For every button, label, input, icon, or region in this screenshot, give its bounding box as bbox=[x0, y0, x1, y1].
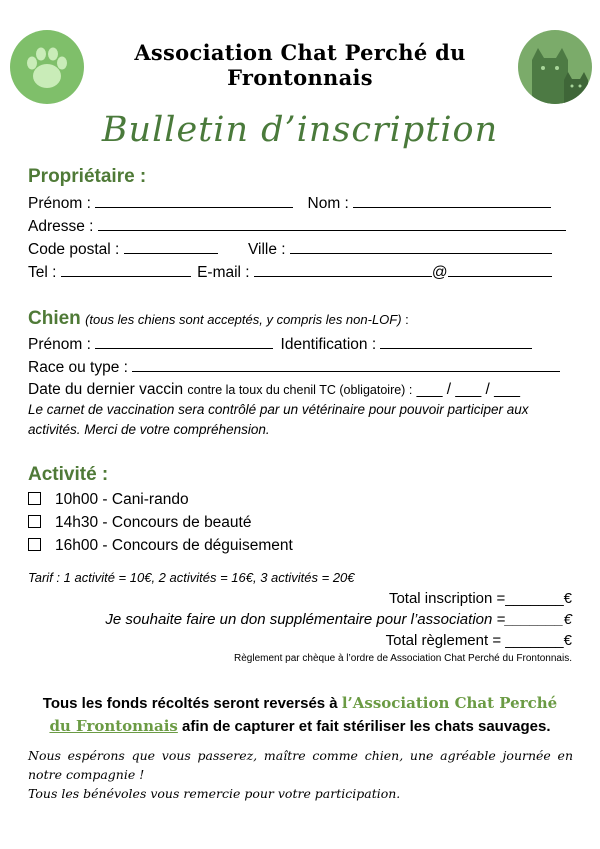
activity-item[interactable] bbox=[28, 490, 189, 510]
dog-id-label: Identification : bbox=[280, 336, 377, 353]
total-payment[interactable]: Total règlement = _______€ bbox=[385, 632, 572, 649]
owner-address-label: Adresse : bbox=[28, 218, 94, 235]
tarif-text: Tarif : 1 activité = 10€, 2 activités = 16€, 3 activités = 20€ bbox=[28, 570, 355, 585]
activity-label: 16h00 - Concours de déguisement bbox=[55, 537, 293, 554]
owner-email-domain-field[interactable] bbox=[448, 262, 552, 277]
dog-name-label: Prénom : bbox=[28, 336, 91, 353]
owner-postcode-field[interactable] bbox=[124, 239, 218, 254]
activity-label: 10h00 - Cani-rando bbox=[55, 491, 189, 508]
dog-vaccine-label: Date du dernier vaccin bbox=[28, 381, 184, 398]
donation-line[interactable]: Je souhaite faire un don supplémentaire pour l’association =_______€ bbox=[105, 611, 572, 628]
dog-breed-row bbox=[28, 357, 560, 378]
closing-message bbox=[28, 746, 573, 803]
owner-email-user-field[interactable] bbox=[254, 262, 432, 277]
assoc-name-2: du Frontonnais bbox=[49, 717, 178, 735]
activity-heading: Activité : bbox=[28, 464, 109, 485]
dog-heading-row bbox=[28, 309, 409, 330]
owner-email-label: E-mail : bbox=[197, 264, 250, 281]
owner-heading: Propriétaire : bbox=[28, 166, 147, 187]
owner-firstname-label: Prénom : bbox=[28, 195, 91, 212]
owner-phone-field[interactable] bbox=[61, 262, 191, 277]
owner-phone-label: Tel : bbox=[28, 264, 57, 281]
owner-address-field[interactable] bbox=[98, 216, 566, 231]
title-line-2: Frontonnais bbox=[227, 65, 373, 90]
dog-vaccine-row bbox=[28, 380, 520, 400]
owner-lastname-field[interactable] bbox=[353, 193, 551, 208]
activity-checkbox[interactable] bbox=[28, 492, 41, 505]
closing-line-2: Tous les bénévoles vous remercie pour votre participation. bbox=[28, 786, 401, 801]
assoc-apostrophe: l’ bbox=[341, 694, 353, 712]
activity-checkbox[interactable] bbox=[28, 515, 41, 528]
owner-firstname-field[interactable] bbox=[95, 193, 293, 208]
owner-lastname-label: Nom : bbox=[307, 195, 349, 212]
cats-logo bbox=[518, 30, 592, 104]
dog-vaccine-sublabel: contre la toux du chenil TC (obligatoire) : bbox=[187, 383, 413, 397]
association-title bbox=[95, 40, 505, 90]
paw-icon bbox=[10, 30, 84, 104]
dog-breed-field[interactable] bbox=[132, 357, 560, 372]
owner-city-field[interactable] bbox=[290, 239, 552, 254]
owner-city-row bbox=[28, 239, 552, 260]
dog-name-field[interactable] bbox=[95, 334, 273, 349]
dog-heading-note: (tous les chiens sont acceptés, y compris les non-LOF) bbox=[85, 312, 402, 327]
dog-breed-label: Race ou type : bbox=[28, 359, 128, 376]
owner-postcode-label: Code postal : bbox=[28, 241, 120, 258]
funds-text-1: Tous les fonds récoltés seront reversés à bbox=[42, 695, 342, 712]
cheque-note: Règlement par chèque à l’ordre de Association Chat Perché du Frontonnais. bbox=[234, 653, 572, 664]
dog-vaccine-date-field[interactable]: ___ / ___ / ___ bbox=[416, 381, 521, 398]
form-subtitle: Bulletin d’inscription bbox=[101, 110, 499, 150]
vaccination-note: Le carnet de vaccination sera contrôlé par un vétérinaire pour pouvoir participer aux activités. Merci de votre compréhension. bbox=[28, 402, 529, 437]
dog-heading-colon: : bbox=[401, 312, 409, 327]
cats-icon bbox=[518, 30, 592, 104]
at-sign: @ bbox=[431, 264, 448, 281]
activity-checkbox[interactable] bbox=[28, 538, 41, 551]
activity-item[interactable] bbox=[28, 513, 251, 533]
owner-city-label: Ville : bbox=[247, 241, 286, 258]
total-inscription[interactable]: Total inscription =_______€ bbox=[388, 590, 572, 607]
owner-address-row bbox=[28, 216, 566, 237]
activity-label: 14h30 - Concours de beauté bbox=[55, 514, 252, 531]
activity-item[interactable] bbox=[28, 536, 293, 556]
dog-heading: Chien bbox=[28, 308, 81, 329]
dog-id-field[interactable] bbox=[380, 334, 532, 349]
owner-name-row bbox=[28, 193, 551, 214]
paw-logo bbox=[10, 30, 84, 104]
funds-text-2: afin de capturer et fait stériliser les chats sauvages. bbox=[177, 718, 551, 735]
dog-name-row bbox=[28, 334, 532, 355]
owner-contact-row bbox=[28, 262, 552, 283]
funds-statement bbox=[20, 692, 580, 738]
closing-line-1: Nous espérons que vous passerez, maître comme chien, une agréable journée en notre compagnie ! bbox=[28, 748, 573, 782]
title-line-1: Association Chat Perché du bbox=[134, 40, 466, 65]
assoc-name: Association Chat Perché bbox=[352, 694, 558, 712]
